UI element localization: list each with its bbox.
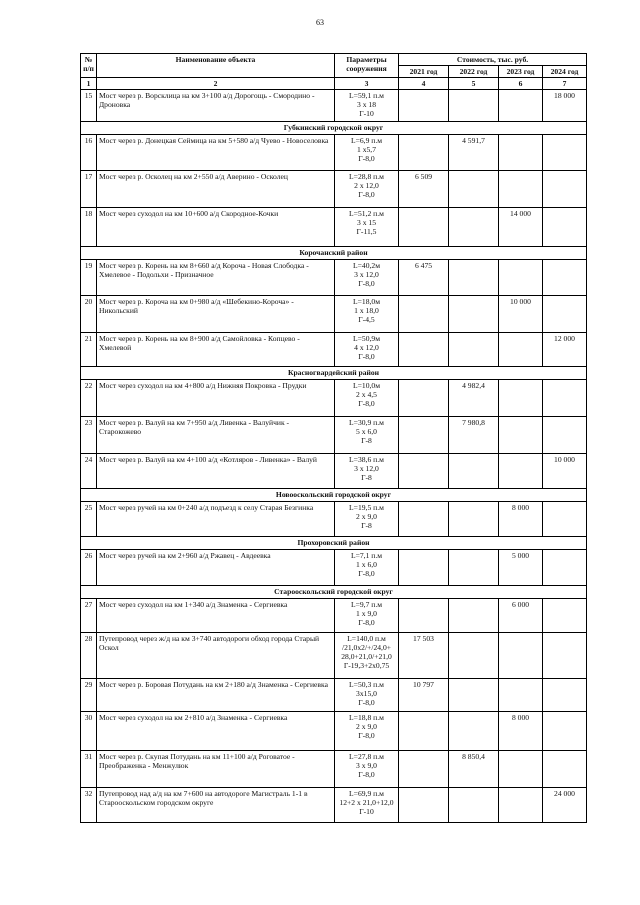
cost-2023	[499, 260, 543, 296]
cost-2024: 18 000	[543, 90, 587, 122]
object-name: Мост через р. Боровая Потудань на км 2+180 а/д Знаменка - Сергиевка	[97, 679, 335, 712]
structure-params	[335, 417, 399, 454]
cost-2021	[399, 333, 449, 367]
param-line: 2 х 12,0	[354, 181, 379, 190]
table-row	[81, 751, 587, 788]
cost-2024	[543, 550, 587, 586]
param-line: Г-8	[361, 473, 372, 482]
structure-params	[335, 633, 399, 679]
structure-params	[335, 788, 399, 823]
column-index: 5	[449, 78, 499, 90]
object-name: Мост через р. Корень на км 8+900 а/д Самойловка - Копцево - Хмелевой	[97, 333, 335, 367]
param-line: 1 х 6,0	[356, 560, 377, 569]
column-index: 7	[543, 78, 587, 90]
table-row	[81, 599, 587, 633]
param-line: 2 х 9,0	[356, 722, 377, 731]
param-line: 3 х 9,0	[356, 761, 377, 770]
table-row	[81, 333, 587, 367]
cost-2023: 8 000	[499, 502, 543, 537]
param-line: /21,0х2/+/24,0+	[341, 643, 392, 652]
param-line: 4 х 12,0	[354, 343, 379, 352]
cost-2023	[499, 171, 543, 208]
param-line: 3 х 15	[357, 218, 376, 227]
structure-params	[335, 333, 399, 367]
cost-2021	[399, 550, 449, 586]
section-title: Новооскольский городской округ	[81, 489, 587, 502]
cost-2022	[449, 260, 499, 296]
structure-params	[335, 751, 399, 788]
cost-2021	[399, 454, 449, 489]
param-line: L=28,8 п.м	[349, 172, 384, 181]
param-line: Г-8,0	[358, 770, 375, 779]
cost-2021	[399, 502, 449, 537]
param-line: Г-8,0	[358, 698, 375, 707]
cost-2022	[449, 171, 499, 208]
cost-2023	[499, 135, 543, 171]
param-line: L=50,3 п.м	[349, 680, 384, 689]
param-line: 1 х5,7	[357, 145, 376, 154]
structure-params	[335, 171, 399, 208]
cost-2022	[449, 679, 499, 712]
structure-params	[335, 679, 399, 712]
param-line: Г-11,5	[356, 227, 377, 236]
param-line: 3 х 12,0	[354, 464, 379, 473]
object-name: Мост через ручей на км 0+240 а/д подъезд к селу Старая Безгинка	[97, 502, 335, 537]
object-name: Мост через р. Валуй на км 4+100 а/д «Котляров - Ливенка» - Валуй	[97, 454, 335, 489]
cost-2022	[449, 296, 499, 333]
cost-2021	[399, 712, 449, 751]
column-index: 1	[81, 78, 97, 90]
row-number: 22	[81, 380, 97, 417]
cost-2022	[449, 712, 499, 751]
cost-2021: 6 509	[399, 171, 449, 208]
table-row	[81, 712, 587, 751]
table-row	[81, 633, 587, 679]
cost-2023	[499, 751, 543, 788]
cost-2022: 4 591,7	[449, 135, 499, 171]
table-row	[81, 550, 587, 586]
section-title: Корочанский район	[81, 247, 587, 260]
table-row	[81, 171, 587, 208]
cost-2022	[449, 550, 499, 586]
row-number: 23	[81, 417, 97, 454]
row-number: 19	[81, 260, 97, 296]
param-line: Г-8,0	[358, 352, 375, 361]
header-year-2024: 2024 год	[543, 66, 587, 78]
table-row	[81, 502, 587, 537]
cost-2022: 8 850,4	[449, 751, 499, 788]
header-year-2022: 2022 год	[449, 66, 499, 78]
table-row	[81, 417, 587, 454]
row-number: 26	[81, 550, 97, 586]
param-line: L=7,1 п.м	[350, 551, 383, 560]
header-num: № п/п	[81, 54, 97, 78]
cost-2023	[499, 454, 543, 489]
cost-2021	[399, 208, 449, 247]
cost-2021	[399, 751, 449, 788]
param-line: Г-8,0	[358, 618, 375, 627]
structure-params	[335, 454, 399, 489]
param-line: L=27,8 п.м	[349, 752, 384, 761]
cost-2021: 17 503	[399, 633, 449, 679]
cost-2022: 4 982,4	[449, 380, 499, 417]
param-line: Г-8,0	[358, 279, 375, 288]
object-name: Мост через суходол на км 4+800 а/д Нижняя Покровка - Прудки	[97, 380, 335, 417]
cost-2024	[543, 260, 587, 296]
section-row	[81, 122, 587, 135]
param-line: Г-19,3+2х0,75	[343, 661, 390, 670]
param-line: 2 х 9,0	[356, 512, 377, 521]
param-line: 3 х 12,0	[354, 270, 379, 279]
structure-params	[335, 550, 399, 586]
section-row	[81, 247, 587, 260]
row-number: 25	[81, 502, 97, 537]
row-number: 29	[81, 679, 97, 712]
param-line: 1 х 18,0	[354, 306, 379, 315]
section-title: Старооскольский городской округ	[81, 586, 587, 599]
row-number: 20	[81, 296, 97, 333]
cost-2023: 5 000	[499, 550, 543, 586]
table-row	[81, 296, 587, 333]
param-line: Г-8,0	[358, 731, 375, 740]
param-line: L=51,2 п.м	[349, 209, 384, 218]
param-line: L=9,7 п.м	[350, 600, 383, 609]
cost-2023	[499, 380, 543, 417]
cost-2022	[449, 633, 499, 679]
cost-2023: 10 000	[499, 296, 543, 333]
param-line: L=140,0 п.м	[347, 634, 386, 643]
param-line: L=30,9 п.м	[349, 418, 384, 427]
cost-2023	[499, 90, 543, 122]
object-name: Мост через суходол на км 2+810 а/д Знаменка - Сергиевка	[97, 712, 335, 751]
cost-2024	[543, 751, 587, 788]
structure-params	[335, 712, 399, 751]
cost-2024	[543, 171, 587, 208]
table-row	[81, 454, 587, 489]
param-line: Г-8	[361, 436, 372, 445]
table-row	[81, 135, 587, 171]
param-line: Г-8,0	[358, 154, 375, 163]
cost-2024	[543, 135, 587, 171]
header-year-2023: 2023 год	[499, 66, 543, 78]
param-line: Г-10	[359, 807, 374, 816]
table-header-row	[81, 54, 587, 66]
object-name: Мост через ручей на км 2+960 а/д Ржавец - Авдеевка	[97, 550, 335, 586]
page-number: 63	[316, 18, 324, 27]
cost-2024: 10 000	[543, 454, 587, 489]
param-line: L=59,1 п.м	[349, 91, 384, 100]
section-title: Красногвардейский район	[81, 367, 587, 380]
cost-2024	[543, 633, 587, 679]
structure-params	[335, 260, 399, 296]
column-index: 4	[399, 78, 449, 90]
param-line: L=18,0м	[352, 297, 381, 306]
cost-2023: 14 000	[499, 208, 543, 247]
cost-2024	[543, 208, 587, 247]
cost-2024	[543, 502, 587, 537]
cost-2024	[543, 599, 587, 633]
cost-2022	[449, 502, 499, 537]
structure-params	[335, 208, 399, 247]
cost-2022	[449, 333, 499, 367]
cost-2021	[399, 380, 449, 417]
object-name: Путепровод над а/д на км 7+600 на автодороге Магистраль 1-1 в Старооскольском городском округе	[97, 788, 335, 823]
section-row	[81, 586, 587, 599]
table-row	[81, 679, 587, 712]
header-name: Наименование объекта	[97, 54, 335, 78]
row-number: 15	[81, 90, 97, 122]
object-name: Мост через р. Короча на км 0+980 а/д «Шебекино-Короча» - Никольский	[97, 296, 335, 333]
cost-2022	[449, 788, 499, 823]
param-line: 3 х 18	[357, 100, 376, 109]
object-name: Мост через суходол на км 1+340 а/д Знаменка - Сергиевка	[97, 599, 335, 633]
param-line: L=6,9 п.м	[350, 136, 383, 145]
object-name: Мост через р. Ворсклица на км 3+100 а/д Дорогощь - Смородино - Дроновка	[97, 90, 335, 122]
param-line: Г-8,0	[358, 399, 375, 408]
row-number: 21	[81, 333, 97, 367]
param-line: Г-8	[361, 521, 372, 530]
param-line: 2 х 4,5	[356, 390, 377, 399]
cost-2022	[449, 599, 499, 633]
param-line: L=40,2м	[352, 261, 381, 270]
cost-2021: 6 475	[399, 260, 449, 296]
structure-params	[335, 135, 399, 171]
cost-2021	[399, 90, 449, 122]
cost-2023	[499, 679, 543, 712]
cost-2023: 6 000	[499, 599, 543, 633]
cost-2023	[499, 417, 543, 454]
header-year-2021: 2021 год	[399, 66, 449, 78]
param-line: L=18,8 п.м	[349, 713, 384, 722]
cost-2022	[449, 208, 499, 247]
column-index: 2	[97, 78, 335, 90]
cost-2024	[543, 417, 587, 454]
table-row	[81, 380, 587, 417]
object-name: Мост через р. Скупая Потудань на км 11+100 а/д Роговатое - Преображенка - Менжулюк	[97, 751, 335, 788]
cost-2024	[543, 712, 587, 751]
object-name: Путепровод через ж/д на км 3+740 автодороги обход города Старый Оскол	[97, 633, 335, 679]
row-number: 27	[81, 599, 97, 633]
cost-2021	[399, 296, 449, 333]
cost-2023	[499, 633, 543, 679]
param-line: 3х15,0	[356, 689, 377, 698]
bridges-table	[80, 53, 587, 823]
cost-2023: 8 000	[499, 712, 543, 751]
param-line: 12+2 х 21,0+12,0	[339, 798, 394, 807]
row-number: 24	[81, 454, 97, 489]
object-name: Мост через суходол на км 10+600 а/д Скородное-Кочки	[97, 208, 335, 247]
table-body	[81, 90, 587, 823]
cost-2024: 12 000	[543, 333, 587, 367]
row-number: 28	[81, 633, 97, 679]
cost-2023	[499, 788, 543, 823]
table-row	[81, 788, 587, 823]
header-cost: Стоимость, тыс. руб.	[399, 54, 587, 66]
cost-2021	[399, 788, 449, 823]
param-line: Г-4,5	[358, 315, 375, 324]
row-number: 17	[81, 171, 97, 208]
param-line: 1 х 9,0	[356, 609, 377, 618]
cost-2021	[399, 417, 449, 454]
param-line: Г-10	[359, 109, 374, 118]
column-index-row	[81, 78, 587, 90]
cost-2024	[543, 296, 587, 333]
cost-2024: 24 000	[543, 788, 587, 823]
cost-2021	[399, 599, 449, 633]
param-line: L=50,9м	[352, 334, 381, 343]
object-name: Мост через р. Донецкая Сеймица на км 5+580 а/д Чуево - Новоселовка	[97, 135, 335, 171]
cost-2022: 7 980,8	[449, 417, 499, 454]
param-line: L=69,9 п.м	[349, 789, 384, 798]
object-name: Мост через р. Валуй на км 7+950 а/д Ливенка - Валуйчик - Старокожево	[97, 417, 335, 454]
cost-2022	[449, 454, 499, 489]
section-row	[81, 537, 587, 550]
param-line: 28,0+21,0/+21,0	[341, 652, 392, 661]
param-line: Г-8,0	[358, 569, 375, 578]
section-title: Прохоровский район	[81, 537, 587, 550]
structure-params	[335, 90, 399, 122]
cost-2021: 10 797	[399, 679, 449, 712]
structure-params	[335, 599, 399, 633]
table-row	[81, 208, 587, 247]
cost-2024	[543, 380, 587, 417]
cost-2021	[399, 135, 449, 171]
param-line: L=38,6 п.м	[349, 455, 384, 464]
structure-params	[335, 502, 399, 537]
cost-2024	[543, 679, 587, 712]
section-row	[81, 489, 587, 502]
cost-2022	[449, 90, 499, 122]
column-index: 6	[499, 78, 543, 90]
object-name: Мост через р. Осколец на км 2+550 а/д Аверино - Осколец	[97, 171, 335, 208]
section-row	[81, 367, 587, 380]
section-title: Губкинский городской округ	[81, 122, 587, 135]
column-index: 3	[335, 78, 399, 90]
structure-params	[335, 296, 399, 333]
header-params: Параметры сооружения	[335, 54, 399, 78]
param-line: L=10,0м	[352, 381, 381, 390]
structure-params	[335, 380, 399, 417]
object-name: Мост через р. Корень на км 8+660 а/д Короча - Новая Слободка - Хмелевое - Подольхи - Призначное	[97, 260, 335, 296]
param-line: L=19,5 п.м	[349, 503, 384, 512]
row-number: 16	[81, 135, 97, 171]
table-row	[81, 90, 587, 122]
param-line: Г-8,0	[358, 190, 375, 199]
table-row	[81, 260, 587, 296]
row-number: 18	[81, 208, 97, 247]
row-number: 32	[81, 788, 97, 823]
row-number: 31	[81, 751, 97, 788]
cost-2023	[499, 333, 543, 367]
param-line: 5 х 6,0	[356, 427, 377, 436]
row-number: 30	[81, 712, 97, 751]
